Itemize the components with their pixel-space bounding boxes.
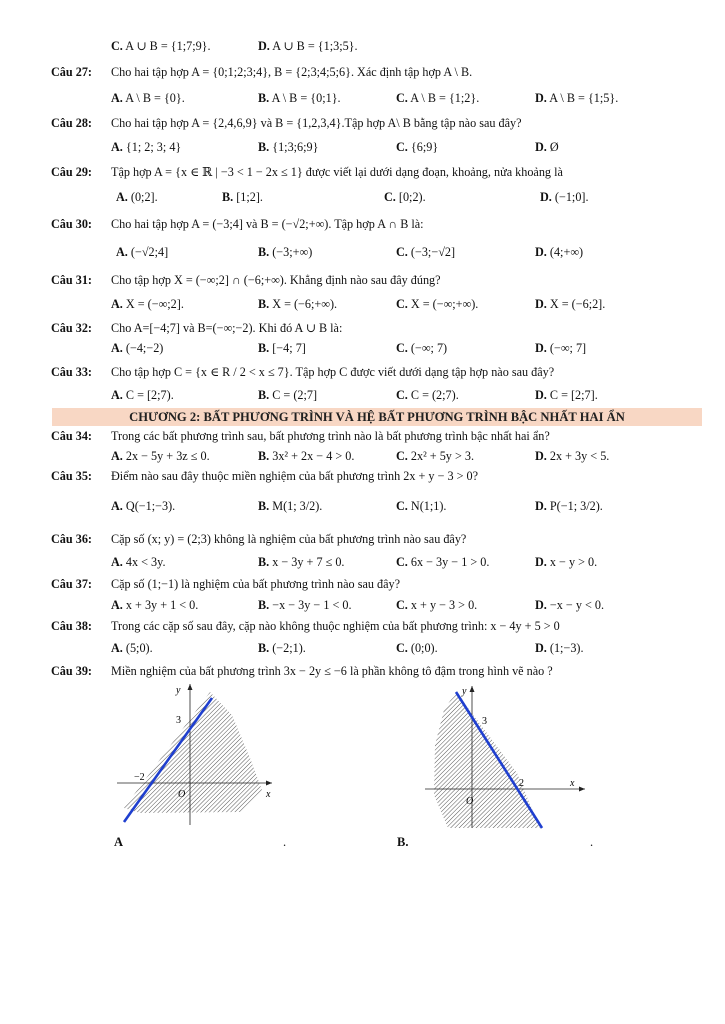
option-a: A. (0;2]. (116, 190, 158, 204)
option-b: B. M(1; 3/2). (258, 499, 323, 513)
y-axis-arrow (188, 684, 193, 690)
option-d: D. Ø (535, 140, 559, 154)
y-tick-label: 3 (482, 716, 487, 727)
question-stem: Trong các cặp số sau đây, cặp nào không thuộc nghiệm của bất phương trình: x − 4y + 5 > 0 (111, 619, 560, 633)
question-stem: Miền nghiệm của bất phương trình 3x − 2y ≤ −6 là phần không tô đậm trong hình vẽ nào ? (111, 664, 553, 678)
option-c: C. (0;0). (396, 641, 438, 655)
question-number: Câu 35: (51, 469, 92, 483)
option-c: C. 2x² + 5y > 3. (396, 449, 475, 463)
question-stem: Điểm nào sau đây thuộc miền nghiệm của bất phương trình 2x + y − 3 > 0? (111, 469, 479, 483)
option-c: C. C = (2;7). (396, 388, 459, 402)
figure-b-graph (420, 680, 590, 830)
option-c: C. (−3;−√2] (396, 245, 456, 259)
option-c: C. 6x − 3y − 1 > 0. (396, 555, 490, 569)
option-d: D. P(−1; 3/2). (535, 499, 603, 513)
question-number: Câu 36: (51, 532, 92, 546)
origin-label: O (178, 789, 186, 800)
option-c: C. A \ B = {1;2}. (396, 91, 480, 105)
option-d: D. 2x + 3y < 5. (535, 449, 610, 463)
question-stem: Tập hợp A = {x ∈ ℝ | −3 < 1 − 2x ≤ 1} được viết lại dưới dạng đoạn, khoảng, nửa khoảng là (111, 165, 563, 179)
option-c: C. [0;2). (384, 190, 426, 204)
option-b: B. (−2;1). (258, 641, 306, 655)
option-c: C. {6;9} (396, 140, 439, 154)
option-c: C. X = (−∞;+∞). (396, 297, 479, 311)
option-b: B. X = (−6;+∞). (258, 297, 338, 311)
figure-b-label: B. (397, 835, 409, 849)
option-b: B. (−3;+∞) (258, 245, 313, 259)
option-a: A. A \ B = {0}. (111, 91, 185, 105)
option-b: B. {1;3;6;9} (258, 140, 319, 154)
question-stem: Cho hai tập hợp A = (−3;4] và B = (−√2;+∞). Tập hợp A ∩ B là: (111, 217, 424, 231)
option-d: D. X = (−6;2]. (535, 297, 606, 311)
question-number: Câu 33: (51, 365, 92, 379)
x-axis-label: x (266, 789, 271, 800)
option-b: B. [−4; 7] (258, 341, 306, 355)
question-number: Câu 32: (51, 321, 92, 335)
question-stem: Cho tập hợp X = (−∞;2] ∩ (−6;+∞). Khẳng định nào sau đây đúng? (111, 273, 441, 287)
figure-b-tail: . (590, 835, 594, 849)
option-d: D. −x − y < 0. (535, 598, 605, 612)
option-d: D. (4;+∞) (535, 245, 584, 259)
figure-a-label: A (114, 835, 124, 849)
question-stem: Trong các bất phương trình sau, bất phương trình nào là bất phương trình bậc nhất hai ẩn? (111, 429, 550, 443)
option-a: A. (5;0). (111, 641, 153, 655)
option-b: B. A \ B = {0;1}. (258, 91, 341, 105)
question-number: Câu 29: (51, 165, 92, 179)
option-b: B. 3x² + 2x − 4 > 0. (258, 449, 355, 463)
option-d: D. A ∪ B = {1;3;5}. (258, 39, 358, 53)
chapter-heading: CHƯƠNG 2: BẤT PHƯƠNG TRÌNH VÀ HỆ BẤT PHƯƠNG TRÌNH BẬC NHẤT HAI ẨN (52, 408, 702, 426)
option-b: B. [1;2]. (222, 190, 263, 204)
shaded-region (434, 692, 540, 828)
question-number: Câu 38: (51, 619, 92, 633)
option-b: B. x − 3y + 7 ≤ 0. (258, 555, 345, 569)
figure-a-graph (112, 680, 287, 830)
question-number: Câu 34: (51, 429, 92, 443)
question-stem: Cho hai tập hợp A = {0;1;2;3;4}, B = {2;3;4;5;6}. Xác định tập hợp A \ B. (111, 65, 473, 79)
question-number: Câu 31: (51, 273, 92, 287)
question-number: Câu 39: (51, 664, 92, 678)
question-stem: Cho hai tập hợp A = {2,4,6,9} và B = {1,2,3,4}.Tập hợp A\ B bằng tập nào sau đây? (111, 116, 522, 130)
option-a: A. x + 3y + 1 < 0. (111, 598, 199, 612)
option-d: D. (1;−3). (535, 641, 584, 655)
question-number: Câu 30: (51, 217, 92, 231)
y-axis-arrow (470, 686, 475, 692)
y-axis-label: y (176, 685, 181, 696)
question-number: Câu 28: (51, 116, 92, 130)
x-axis-label: x (570, 778, 575, 789)
option-b: B. C = (2;7] (258, 388, 318, 402)
y-tick-label: 3 (176, 715, 181, 726)
question-stem: Cho tập hợp C = {x ∈ R / 2 < x ≤ 7}. Tập hợp C được viết dưới dạng tập hợp nào sau đây? (111, 365, 555, 379)
x-tick-label: 2 (519, 778, 524, 789)
option-d: D. (−∞; 7] (535, 341, 587, 355)
x-axis-arrow (266, 781, 272, 786)
figure-a-tail: . (283, 835, 287, 849)
origin-label: O (466, 796, 474, 807)
option-a: A. 4x < 3y. (111, 555, 166, 569)
option-a: A. Q(−1;−3). (111, 499, 176, 513)
y-axis-label: y (462, 686, 467, 697)
question-number: Câu 37: (51, 577, 92, 591)
option-a: A. X = (−∞;2]. (111, 297, 184, 311)
question-stem: Cặp số (x; y) = (2;3) không là nghiệm của bất phương trình nào sau đây? (111, 532, 467, 546)
option-d: D. A \ B = {1;5}. (535, 91, 619, 105)
question-number: Câu 27: (51, 65, 92, 79)
option-a: A. {1; 2; 3; 4} (111, 140, 182, 154)
option-b: B. −x − 3y − 1 < 0. (258, 598, 352, 612)
option-c: C. x + y − 3 > 0. (396, 598, 478, 612)
question-stem: Cho A=[−4;7] và B=(−∞;−2). Khi đó A ∪ B là: (111, 321, 343, 335)
option-c: C. A ∪ B = {1;7;9}. (111, 39, 211, 53)
question-stem: Cặp số (1;−1) là nghiệm của bất phương trình nào sau đây? (111, 577, 400, 591)
x-tick-label: −2 (134, 772, 145, 783)
option-d: D. (−1;0]. (540, 190, 589, 204)
option-a: A. (−√2;4] (116, 245, 169, 259)
option-c: C. N(1;1). (396, 499, 447, 513)
option-a: A. 2x − 5y + 3z ≤ 0. (111, 449, 210, 463)
option-d: D. C = [2;7]. (535, 388, 598, 402)
option-d: D. x − y > 0. (535, 555, 598, 569)
option-c: C. (−∞; 7) (396, 341, 448, 355)
option-a: A. C = [2;7). (111, 388, 174, 402)
x-axis-arrow (579, 787, 585, 792)
option-a: A. (−4;−2) (111, 341, 164, 355)
